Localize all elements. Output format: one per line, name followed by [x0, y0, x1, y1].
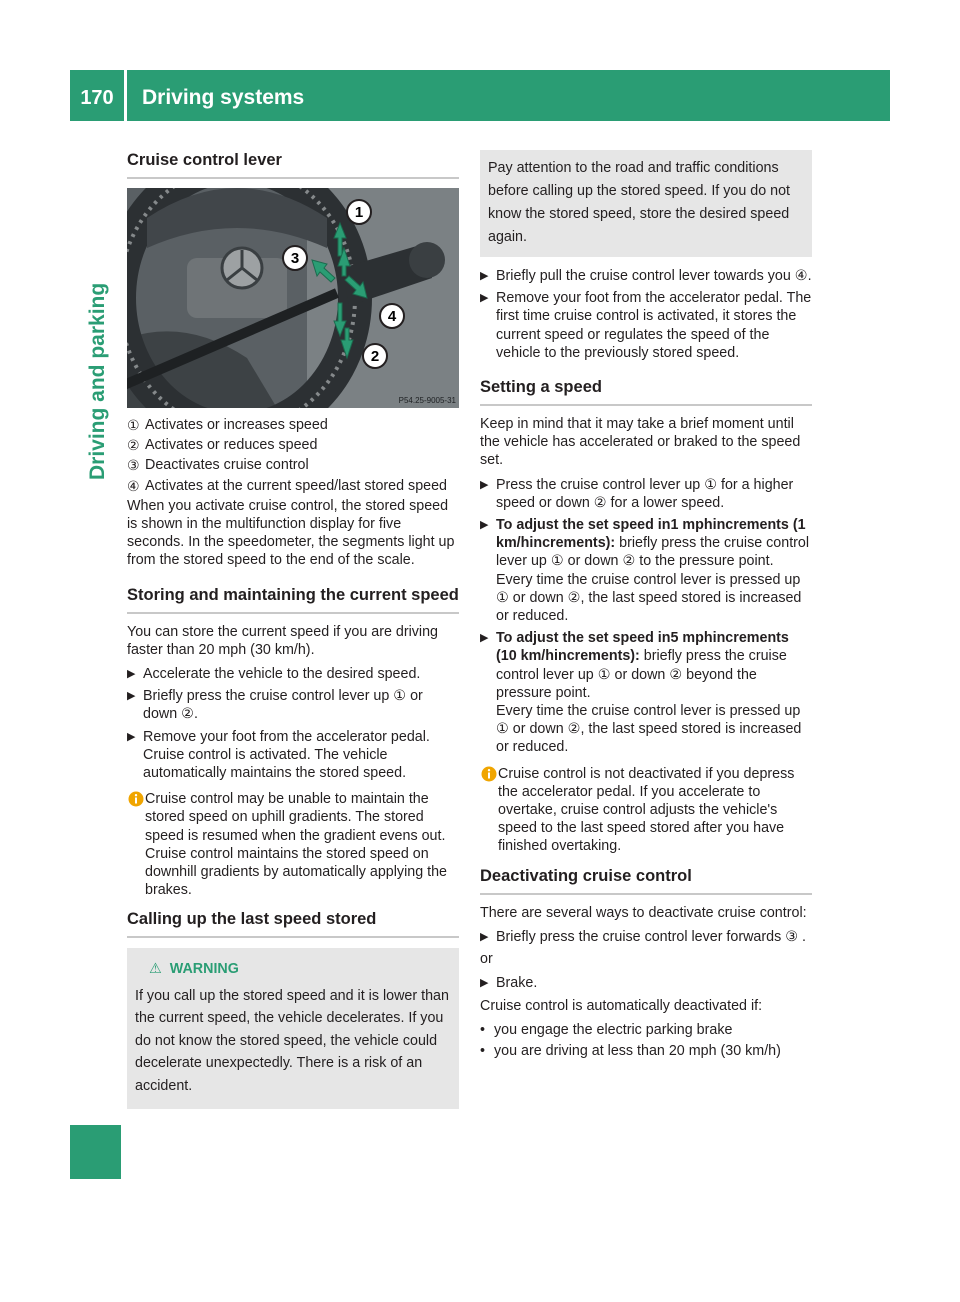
- instruction-step: ▶ Accelerate the vehicle to the desired speed.: [127, 666, 421, 683]
- paragraph: Cruise control is automatically deactivated if:: [480, 997, 763, 1014]
- warning-icon: ⚠: [149, 961, 170, 978]
- instruction-step: ▶ Press the cruise control lever up ① for a higher speed or down ② for a lower speed.: [480, 476, 794, 511]
- instruction-step: ▶ Brake.: [480, 975, 538, 992]
- left-column: [127, 150, 459, 1119]
- warning-box: [127, 948, 459, 1109]
- instruction-step: ▶ To adjust the set speed in1 mphincrements (1 km/hincrements): briefly press the cruise control lever up ① or down ② to the pressure point. Every time the cruise control lever is pressed up ① or down ②, the last speed stored is increased or reduced.: [480, 517, 810, 625]
- side-tab-marker: [70, 1125, 121, 1179]
- step-arrow-icon: ▶: [480, 632, 489, 645]
- info-icon: [480, 766, 498, 782]
- section-title-deactivating: Deactivating cruise control: [480, 866, 812, 895]
- instruction-step: ▶ Briefly pull the cruise control lever towards you ④.: [480, 268, 812, 284]
- legend-item: ① Activates or increases speed: [127, 417, 328, 433]
- callout-2: 2: [370, 348, 380, 365]
- instruction-step: ▶ Briefly press the cruise control lever forwards ③ .: [480, 928, 806, 945]
- section-title-cruise-lever: Cruise control lever: [127, 150, 459, 179]
- section-title-storing: Storing and maintaining the current speed: [127, 585, 459, 614]
- instruction-step: ▶ Briefly press the cruise control lever up ① or down ②.: [127, 688, 423, 723]
- paragraph: You can store the current speed if you are driving faster than 20 mph (30 km/h).: [127, 623, 439, 658]
- step-arrow-icon: ▶: [480, 977, 489, 990]
- bullet-icon: •: [480, 1021, 486, 1038]
- paragraph: Keep in mind that it may take a brief moment until the vehicle has accelerated or braked to the speed set.: [480, 416, 801, 469]
- step-arrow-icon: ▶: [480, 292, 489, 305]
- image-code: P54.25-9005-31: [398, 396, 456, 405]
- info-note: Cruise control may be unable to maintain the stored speed on uphill gradients. The stored speed is resumed when the gradient evens out. Cruise control maintains the stored speed on downhill gradients by automatically applying the brakes.: [127, 790, 459, 899]
- instruction-step: ▶ Remove your foot from the accelerator pedal. The first time cruise control is activated, it stores the current speed or regulates the speed of the vehicle to the previously stored speed.: [480, 290, 812, 361]
- warning-text: If you call up the stored speed and it is lower than the current speed, the vehicle decelerates. If you do not know the stored speed, the vehicle could decelerate unexpectedly. There is a risk of an accident.: [135, 987, 449, 1094]
- instruction-step: ▶ Remove your foot from the accelerator pedal. Cruise control is activated. The vehicle automatically maintains the stored speed.: [127, 728, 430, 782]
- section-title-calling-up: Calling up the last speed stored: [127, 909, 459, 938]
- bullet-icon: •: [480, 1042, 486, 1059]
- page-number: 170: [80, 87, 114, 109]
- warning-title: ⚠ WARNING: [149, 961, 239, 978]
- note-box: Pay attention to the road and traffic conditions before calling up the stored speed. If you do not know the stored speed, store the desired speed again.: [480, 150, 812, 257]
- paragraph: There are several ways to deactivate cruise control:: [480, 904, 807, 921]
- bullet-item: • you engage the electric parking brake: [480, 1021, 733, 1038]
- step-arrow-icon: ▶: [127, 690, 136, 703]
- legend-list: [127, 416, 459, 495]
- callout-1: 1: [354, 204, 364, 221]
- info-icon: [127, 791, 145, 807]
- legend-item: ④ Activates at the current speed/last stored speed: [127, 477, 447, 494]
- callout-4: 4: [387, 308, 397, 325]
- step-arrow-icon: ▶: [127, 730, 136, 743]
- legend-item: ② Activates or reduces speed: [127, 437, 318, 454]
- bullet-item: • you are driving at less than 20 mph (30 km/h): [480, 1042, 781, 1059]
- or-text: or: [480, 951, 493, 968]
- step-arrow-icon: ▶: [480, 478, 489, 491]
- right-column: [480, 150, 812, 1063]
- cruise-lever-illustration: [127, 188, 459, 408]
- legend-item: ③ Deactivates cruise control: [127, 457, 309, 474]
- step-arrow-icon: ▶: [480, 519, 489, 532]
- instruction-step: ▶ To adjust the set speed in5 mphincrements (10 km/hincrements): briefly press the cruise control lever up ① or down ② beyond the pressure point. Every time the cruise control lever is pressed up ① or down ②, the last speed stored is increased or reduced.: [480, 630, 802, 756]
- step-arrow-icon: ▶: [127, 668, 136, 681]
- paragraph: When you activate cruise control, the stored speed is shown in the multifunction display for five seconds. In the speedometer, the segments light up from the stored speed to the end of the scale.: [127, 497, 455, 569]
- side-label-text: Driving and parking: [86, 282, 109, 480]
- step-arrow-icon: ▶: [480, 930, 489, 943]
- step-arrow-icon: ▶: [480, 270, 489, 282]
- section-title-setting-speed: Setting a speed: [480, 377, 812, 406]
- info-note: Cruise control is not deactivated if you depress the accelerator pedal. If you accelerate to overtake, cruise control adjusts the vehicle's speed to the last speed stored after you have finished overtaking.: [480, 765, 812, 856]
- header-divider: [124, 70, 127, 121]
- callout-3: 3: [290, 250, 300, 267]
- chapter-title: Driving systems: [142, 86, 305, 109]
- steering-wheel-image: [127, 188, 459, 408]
